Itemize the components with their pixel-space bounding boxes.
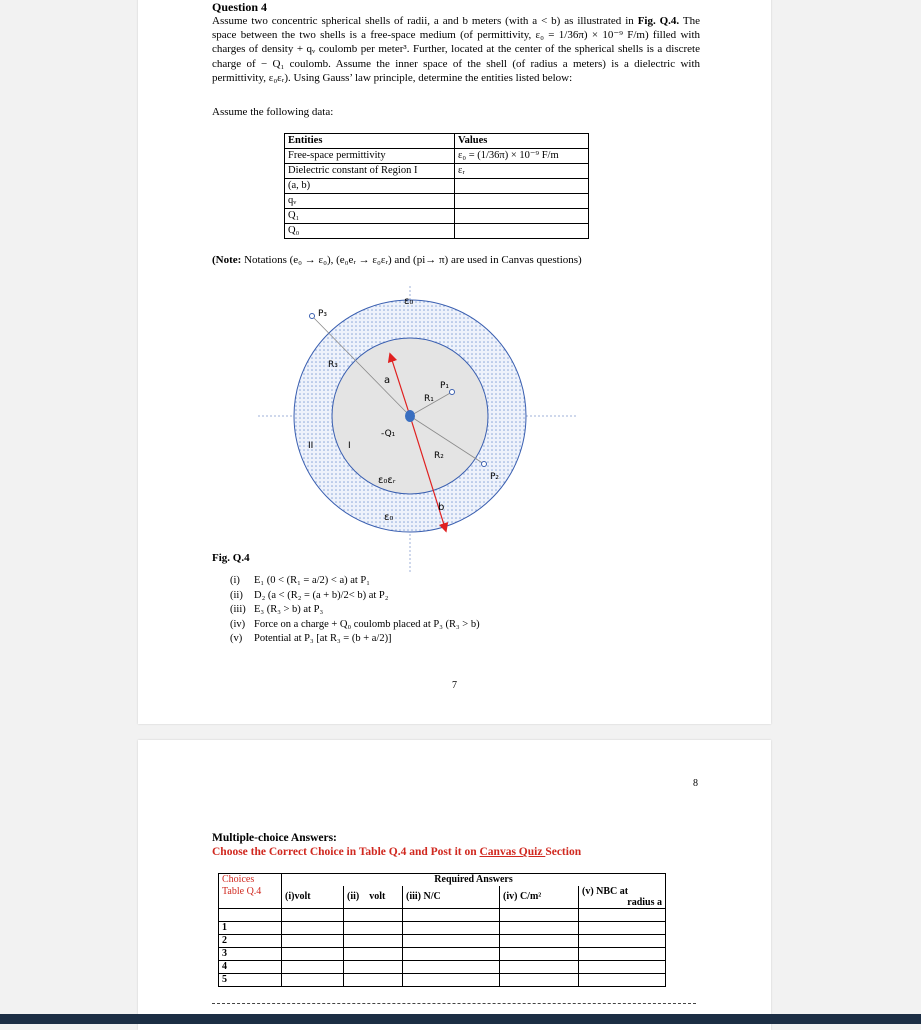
eps0-epsr-label: ε₀εᵣ [378,475,396,486]
canvas-quiz-link[interactable]: Canvas Quiz [479,846,546,858]
answer-cell[interactable] [403,948,500,961]
region-ii-label: II [308,441,314,451]
answer-cell[interactable] [500,935,579,948]
point-p2 [482,462,487,467]
notation-note: (Note: Notations (e₀ → ε₀), (e₀eᵣ → ε₀εᵣ) and (pi→ π) are used in Canvas questions) [212,254,582,266]
table-row: Dielectric constant of Region I εᵣ [285,164,589,179]
answer-cell[interactable] [403,922,500,935]
list-item: (v) Potential at P₃ [at R₃ = (b + a/2)] [230,633,392,644]
answer-cell[interactable] [579,935,666,948]
answer-cell[interactable] [403,961,500,974]
multiple-choice-title: Multiple-choice Answers: [212,832,337,844]
answer-cell[interactable] [282,935,344,948]
entity-list [230,574,480,647]
r3-label: R₃ [328,360,338,370]
table-row: 4 [219,961,666,974]
col-v-header: (v) NBC at radius a [579,886,666,909]
table-row: 5 [219,974,666,987]
p2-label: P₂ [490,472,500,482]
figure-caption: Fig. Q.4 [212,552,250,564]
answer-cell[interactable] [500,922,579,935]
question-paragraph: Assume two concentric spherical shells of radii, a and b meters (with a < b) as illustrated in Fig. Q.4. The space between the two shells is a free-space medium (of permittivity, ε₀ = 1/36π) × 10⁻⁹ F/m) filled with charges of density + qᵥ coulomb per meter³. Further, located at the center of the spherical shells is a discrete charge of − Q₁ coulomb. Assume the inner space of the shell (of radius a meters) is a dielectric with permittivity, ε₀εᵣ). Using Gauss’ law principle, determine the entities listed below: [212,15,700,84]
answer-cell[interactable] [282,961,344,974]
table-row: qᵥ [285,194,589,209]
table-row: Q₀ [285,224,589,239]
answer-cell[interactable] [344,948,403,961]
answer-cell[interactable] [282,948,344,961]
point-p1 [450,390,455,395]
entities-header: Entities [285,134,455,149]
r1-label: R₁ [424,394,434,404]
b-label: b [438,502,445,513]
list-item: (iii) E₃ (R₃ > b) at P₃ [230,604,324,615]
answer-cell[interactable] [500,974,579,987]
table-row: Free-space permittivity ε₀ = (1/36π) × 10⁻⁹ F/m [285,149,589,164]
figure-reference: Fig. Q.4. [637,15,680,27]
answer-cell[interactable] [403,935,500,948]
answer-cell[interactable] [500,948,579,961]
list-item: (ii) D₂ (a < (R₂ = (a + b)/2< b) at P₂ [230,589,389,601]
required-answers-header: Required Answers [282,874,666,887]
answer-cell[interactable] [344,961,403,974]
region-i-label: I [348,441,351,451]
answer-cell[interactable] [579,922,666,935]
list-item: (i) E₁ (0 < (R₁ = a/2) < a) at P₁ [230,575,370,586]
answer-cell[interactable] [403,974,500,987]
table-row: 2 [219,935,666,948]
p3-label: P₃ [318,309,328,319]
col-iii-header: (iii) N/C [403,886,500,909]
concentric-shells-figure [238,284,638,574]
list-item: (iv) Force on a charge + Q₀ coulomb placed at P₃ (R₃ > b) [230,618,480,630]
answer-cell[interactable] [282,974,344,987]
answer-cell[interactable] [500,961,579,974]
values-header: Values [455,134,589,149]
point-p3 [310,314,315,319]
answer-cell[interactable] [344,935,403,948]
col-ii-header: (ii) volt [344,886,403,909]
answer-cell[interactable] [579,974,666,987]
col-iv-header: (iv) C/m² [500,886,579,909]
question-title: Question 4 [212,0,268,14]
center-charge [405,410,415,422]
q1-label: -Q₁ [381,429,396,439]
table-row: Q₁ [285,209,589,224]
answer-cell[interactable] [579,961,666,974]
entities-table [284,133,589,239]
document-page-8 [138,740,771,1030]
dashed-separator [212,1003,696,1004]
assume-data-text: Assume the following data: [212,106,334,118]
multiple-choice-instruction: Choose the Correct Choice in Table Q.4 and Post it on Canvas Quiz Section [212,846,582,858]
page-number: 7 [452,680,457,691]
page-number: 8 [693,778,698,789]
eps0-bottom-label: ε₀ [384,512,394,523]
choices-header: Choices Table Q.4 [219,874,282,909]
table-row: (a, b) [285,179,589,194]
eps0-top-label: ε₀ [404,296,414,307]
table-row: 3 [219,948,666,961]
table-row: 1 [219,922,666,935]
answers-table [218,873,666,987]
answer-cell[interactable] [344,974,403,987]
p1-label: P₁ [440,381,450,391]
bottom-bar [0,1014,921,1024]
col-i-header: (i)volt [282,886,344,909]
answer-cell[interactable] [282,922,344,935]
r2-label: R₂ [434,451,444,461]
document-page-7 [138,0,771,724]
answer-cell[interactable] [579,948,666,961]
answer-cell[interactable] [344,922,403,935]
a-label: a [384,375,391,386]
